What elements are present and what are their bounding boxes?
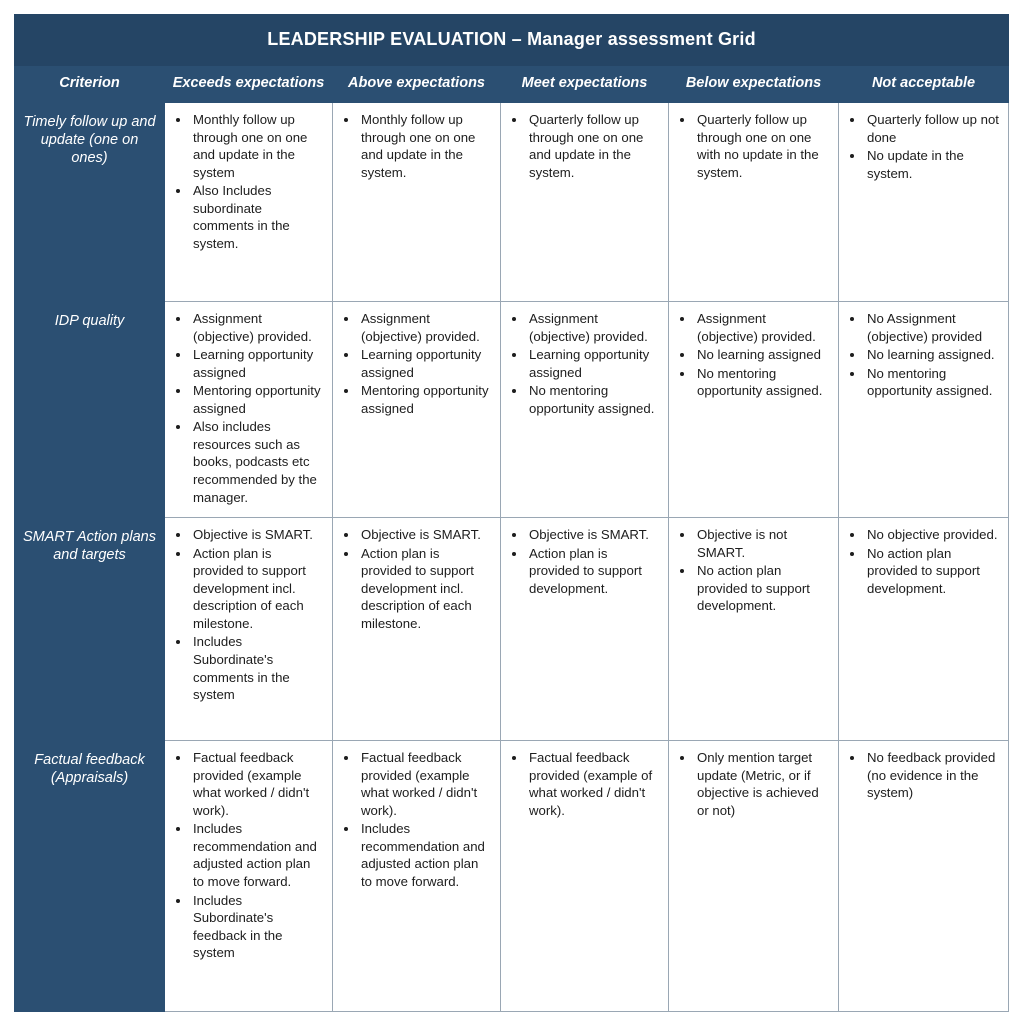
cell-timely-exceeds <box>165 103 333 302</box>
bullet-list <box>673 111 830 181</box>
cell-smart-exceeds <box>165 518 333 741</box>
bullet-item: • Also Includes subordinate comments in the system. <box>191 182 324 252</box>
cell-smart-below <box>669 518 839 741</box>
bullet-item: • Includes recommendation and adjusted action plan to move forward. <box>191 820 324 890</box>
bullet-item: • Assignment (objective) provided. <box>695 310 830 345</box>
bullet-list <box>505 526 660 597</box>
row-label-smart-action-plans: SMART Action plans and targets <box>15 518 165 741</box>
cell-idp-meet <box>501 302 669 518</box>
bullet-item: • Quarterly follow up through one on one and update in the system. <box>527 111 660 181</box>
bullet-list <box>505 111 660 181</box>
bullet-list <box>843 749 1000 802</box>
cell-timely-meet <box>501 103 669 302</box>
bullet-item: • Action plan is provided to support development incl. description of each milestone. <box>359 545 492 633</box>
bullet-list <box>169 310 324 506</box>
cell-idp-exceeds <box>165 302 333 518</box>
table-row <box>15 103 1009 302</box>
cell-feedback-above <box>333 741 501 1012</box>
bullet-item: • No learning assigned. <box>865 346 1000 364</box>
bullet-list <box>673 310 830 400</box>
bullet-item: • Mentoring opportunity assigned <box>359 382 492 417</box>
bullet-item: • Mentoring opportunity assigned <box>191 382 324 417</box>
bullet-item: • Quarterly follow up not done <box>865 111 1000 146</box>
bullet-list <box>337 310 492 417</box>
row-label-factual-feedback: Factual feedback (Appraisals) <box>15 741 165 1012</box>
cell-idp-not-acceptable <box>839 302 1009 518</box>
bullet-item: • Factual feedback provided (example what worked / didn't work). <box>191 749 324 819</box>
bullet-item: • Objective is SMART. <box>191 526 324 544</box>
bullet-list <box>673 526 830 615</box>
bullet-list <box>169 526 324 703</box>
bullet-item: • No action plan provided to support development. <box>865 545 1000 598</box>
cell-idp-below <box>669 302 839 518</box>
bullet-item: • Objective is not SMART. <box>695 526 830 561</box>
leadership-evaluation-grid <box>14 14 1009 1012</box>
bullet-item: • No update in the system. <box>865 147 1000 182</box>
bullet-item: • No feedback provided (no evidence in the system) <box>865 749 1000 802</box>
table-row <box>15 302 1009 518</box>
row-label-idp-quality: IDP quality <box>15 302 165 518</box>
column-header-exceeds-expectations: Exceeds expectations <box>165 66 333 103</box>
bullet-list <box>505 310 660 417</box>
bullet-item: • Includes Subordinate's feedback in the system <box>191 892 324 962</box>
column-header-criterion: Criterion <box>15 66 165 103</box>
cell-feedback-below <box>669 741 839 1012</box>
bullet-item: • Factual feedback provided (example of what worked / didn't work). <box>527 749 660 819</box>
table-row <box>15 741 1009 1012</box>
bullet-list <box>843 111 1000 182</box>
bullet-item: • Assignment (objective) provided. <box>527 310 660 345</box>
bullet-item: • No learning assigned <box>695 346 830 364</box>
bullet-item: • No mentoring opportunity assigned. <box>865 365 1000 400</box>
bullet-item: • No mentoring opportunity assigned. <box>527 382 660 417</box>
cell-timely-above <box>333 103 501 302</box>
bullet-item: • Also includes resources such as books, podcasts etc recommended by the manager. <box>191 418 324 506</box>
bullet-item: • Learning opportunity assigned <box>527 346 660 381</box>
bullet-item: • Learning opportunity assigned <box>191 346 324 381</box>
cell-smart-meet <box>501 518 669 741</box>
cell-feedback-meet <box>501 741 669 1012</box>
bullet-item: • Action plan is provided to support development. <box>527 545 660 598</box>
bullet-item: • Objective is SMART. <box>359 526 492 544</box>
column-header-above-expectations: Above expectations <box>333 66 501 103</box>
bullet-item: • Includes Subordinate's comments in the system <box>191 633 324 703</box>
bullet-list <box>169 749 324 962</box>
bullet-item: • No Assignment (objective) provided <box>865 310 1000 345</box>
bullet-item: • Learning opportunity assigned <box>359 346 492 381</box>
column-header-not-acceptable: Not acceptable <box>839 66 1009 103</box>
cell-smart-above <box>333 518 501 741</box>
table-row <box>15 518 1009 741</box>
page-title: LEADERSHIP EVALUATION – Manager assessment Grid <box>15 15 1009 66</box>
row-label-timely-follow-up: Timely follow up and update (one on ones) <box>15 103 165 302</box>
bullet-item: • Assignment (objective) provided. <box>359 310 492 345</box>
bullet-list <box>673 749 830 819</box>
cell-feedback-not-acceptable <box>839 741 1009 1012</box>
bullet-item: • Monthly follow up through one on one and update in the system <box>191 111 324 181</box>
bullet-item: • Assignment (objective) provided. <box>191 310 324 345</box>
bullet-list <box>505 749 660 819</box>
bullet-list <box>843 526 1000 597</box>
bullet-item: • Only mention target update (Metric, or if objective is achieved or not) <box>695 749 830 819</box>
header-row <box>15 66 1009 103</box>
cell-timely-not-acceptable <box>839 103 1009 302</box>
bullet-list <box>337 526 492 632</box>
bullet-list <box>337 749 492 890</box>
bullet-item: • No mentoring opportunity assigned. <box>695 365 830 400</box>
cell-feedback-exceeds <box>165 741 333 1012</box>
cell-timely-below <box>669 103 839 302</box>
bullet-list <box>337 111 492 181</box>
bullet-item: • Objective is SMART. <box>527 526 660 544</box>
cell-smart-not-acceptable <box>839 518 1009 741</box>
bullet-list <box>843 310 1000 400</box>
bullet-item: • Factual feedback provided (example what worked / didn't work). <box>359 749 492 819</box>
title-row <box>15 15 1009 66</box>
bullet-list <box>169 111 324 252</box>
bullet-item: • Action plan is provided to support development incl. description of each milestone. <box>191 545 324 633</box>
bullet-item: • No action plan provided to support development. <box>695 562 830 615</box>
bullet-item: • Monthly follow up through one on one and update in the system. <box>359 111 492 181</box>
column-header-below-expectations: Below expectations <box>669 66 839 103</box>
bullet-item: • Includes recommendation and adjusted action plan to move forward. <box>359 820 492 890</box>
bullet-item: • Quarterly follow up through one on one with no update in the system. <box>695 111 830 181</box>
column-header-meet-expectations: Meet expectations <box>501 66 669 103</box>
bullet-item: • No objective provided. <box>865 526 1000 544</box>
cell-idp-above <box>333 302 501 518</box>
